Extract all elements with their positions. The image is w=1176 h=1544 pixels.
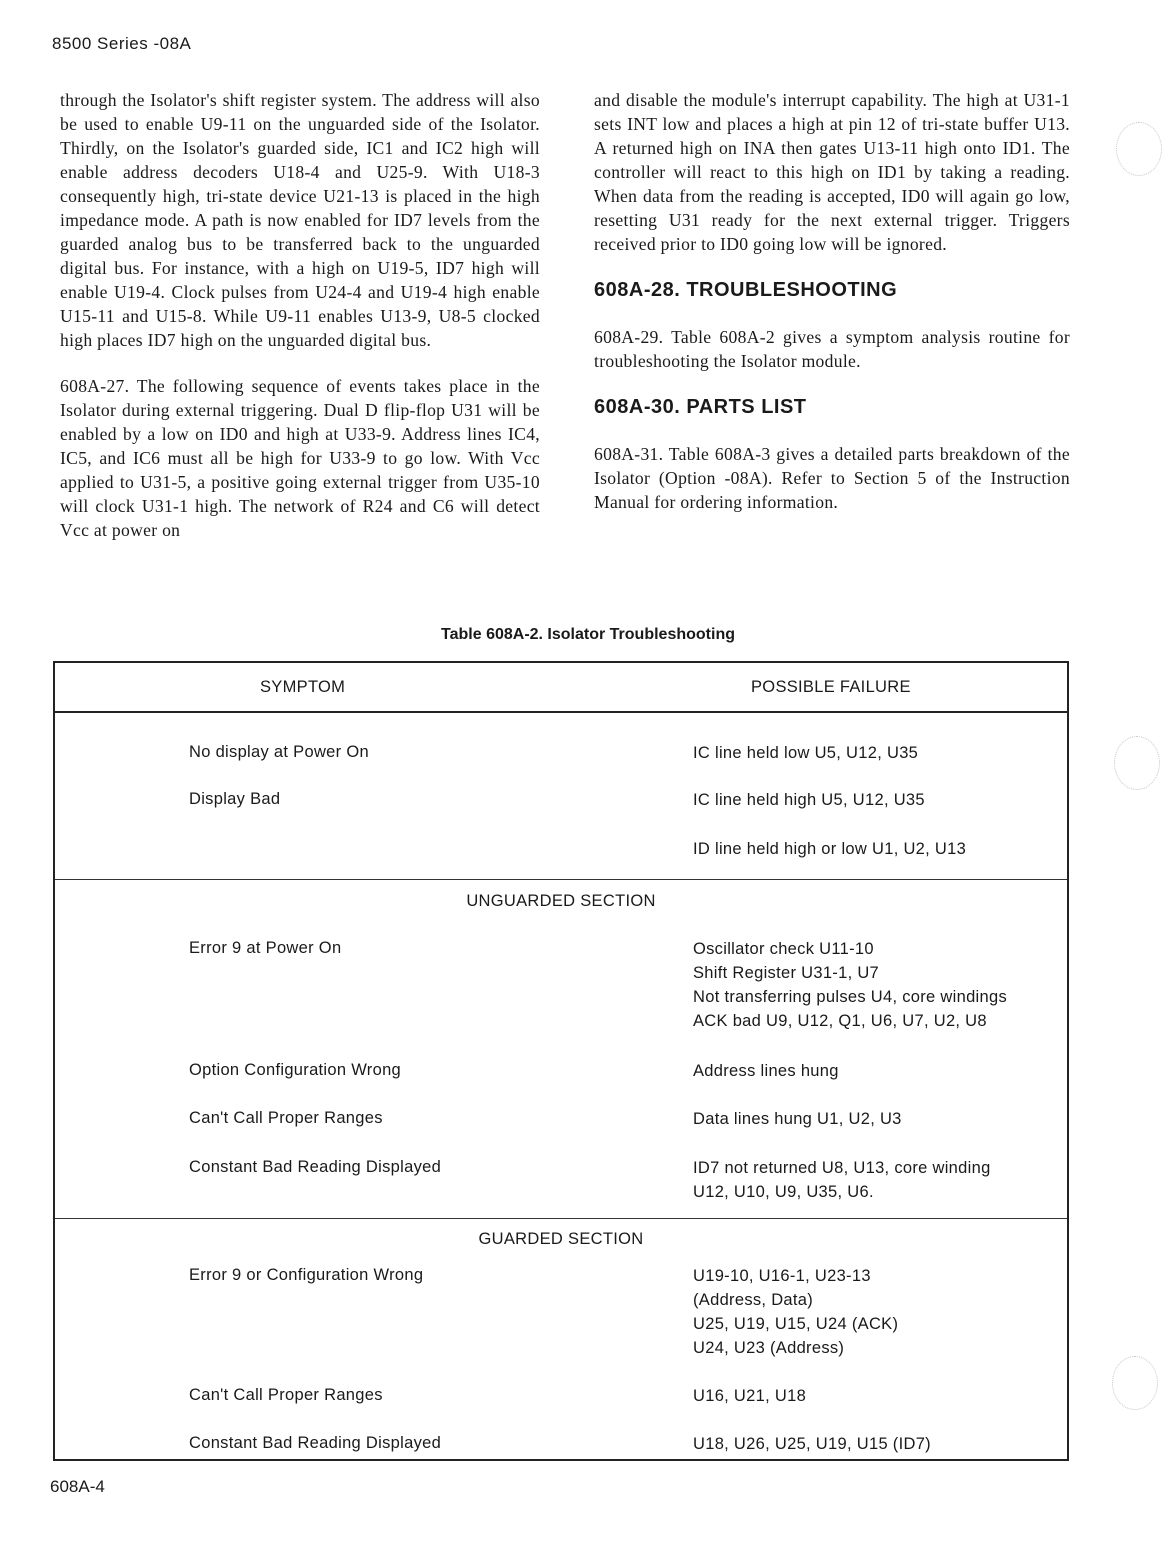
heading-troubleshooting: 608A-28. TROUBLESHOOTING: [594, 279, 898, 301]
binder-hole-2: [1114, 736, 1160, 790]
paragraph-interrupt: and disable the module's interrupt capability. The high at U31-1 sets INT low and places a high at pin 12 of tri-state buffer U13. A returned high on INA then gates U13-11 high onto ID1. The controller will react to this high on ID1 by taking a reading. When data from the reading is accepted, ID0 will again go low, resetting U31 ready for the next external trigger. Triggers received prior to ID0 going low will be ignored.: [594, 90, 1070, 254]
symptom-display-bad: Display Bad: [189, 790, 281, 808]
section-label-unguarded: UNGUARDED SECTION: [466, 892, 656, 910]
failure-error-9-power-on: [693, 937, 1007, 1033]
section-label-guarded: GUARDED SECTION: [478, 1230, 644, 1248]
symptom-error-9-power-on: Error 9 at Power On: [189, 939, 342, 957]
symptom-cant-call-ranges-guarded: Can't Call Proper Ranges: [189, 1386, 383, 1404]
symptom-constant-bad-guarded: Constant Bad Reading Displayed: [189, 1434, 442, 1452]
failure-line: ID line held high or low U1, U2, U13: [693, 840, 967, 858]
symptom-option-config-wrong: Option Configuration Wrong: [189, 1061, 402, 1079]
failure-cant-call-ranges-unguarded: [693, 1107, 902, 1131]
failure-option-config-wrong: [693, 1059, 839, 1083]
table-caption: Table 608A-2. Isolator Troubleshooting: [441, 626, 735, 643]
failure-line: ID7 not returned U8, U13, core winding: [693, 1159, 991, 1177]
failure-error-9-config: [693, 1264, 898, 1360]
troubleshooting-table: [53, 661, 1069, 1461]
failure-display-bad: [693, 788, 925, 812]
column-header-symptom: SYMPTOM: [260, 678, 346, 696]
symptom-cant-call-ranges-unguarded: Can't Call Proper Ranges: [189, 1109, 383, 1127]
failure-line: ACK bad U9, U12, Q1, U6, U7, U2, U8: [693, 1012, 987, 1030]
binder-hole-3: [1112, 1356, 1158, 1410]
separator-unguarded: [55, 879, 1067, 880]
right-column: [594, 88, 1070, 536]
failure-line: IC line held low U5, U12, U35: [693, 744, 919, 762]
table-header-row: [55, 663, 1067, 713]
failure-line: (Address, Data): [693, 1291, 814, 1309]
symptom-error-9-config: Error 9 or Configuration Wrong: [189, 1266, 424, 1284]
failure-line: U19-10, U16-1, U23-13: [693, 1267, 871, 1285]
failure-line: Shift Register U31-1, U7: [693, 964, 880, 982]
separator-guarded: [55, 1218, 1067, 1219]
left-column: [60, 88, 540, 564]
failure-constant-bad-unguarded: [693, 1156, 991, 1204]
failure-id-line: [693, 837, 966, 861]
failure-line: U25, U19, U15, U24 (ACK): [693, 1315, 899, 1333]
page-number: 608A-4: [50, 1477, 105, 1496]
failure-line: U12, U10, U9, U35, U6.: [693, 1183, 874, 1201]
paragraph-608a-27: 608A-27. The following sequence of events takes place in the Isolator during external triggering. Dual D flip-flop U31 will be enabled by a low on ID0 and high at U33-9. Address lines IC4, IC5, and IC6 must all be high for U33-9 to go low. With Vcc applied to U31-5, a positive going external trigger from U35-10 will clock U31-1 high. The network of R24 and C6 will detect Vcc at power on: [60, 376, 540, 540]
column-header-possible-failure: POSSIBLE FAILURE: [751, 678, 911, 696]
failure-line: Oscillator check U11-10: [693, 940, 874, 958]
failure-line: Not transferring pulses U4, core windings: [693, 988, 1008, 1006]
symptom-no-display: No display at Power On: [189, 743, 369, 761]
failure-cant-call-ranges-guarded: [693, 1384, 806, 1408]
paragraph-608a-31: 608A-31. Table 608A-3 gives a detailed parts breakdown of the Isolator (Option -08A). Refer to Section 5 of the Instruction Manual for ordering information.: [594, 444, 1070, 512]
failure-line: Address lines hung: [693, 1062, 839, 1080]
failure-no-display: [693, 741, 918, 765]
failure-line: U16, U21, U18: [693, 1387, 807, 1405]
failure-line: U24, U23 (Address): [693, 1339, 845, 1357]
failure-line: U18, U26, U25, U19, U15 (ID7): [693, 1435, 931, 1453]
page-header: 8500 Series -08A: [52, 34, 192, 53]
failure-line: Data lines hung U1, U2, U3: [693, 1110, 902, 1128]
paragraph-isolator-address: through the Isolator's shift register system. The address will also be used to enable U9-11 on the unguarded side of the Isolator. Thirdly, on the Isolator's guarded side, IC1 and IC2 high will enable address decoders U18-4 and U25-9. With U18-3 consequently high, tri-state device U21-13 is placed in the high impedance mode. A path is now enabled for ID7 levels from the guarded analog bus to be transferred back to the unguarded digital bus. For instance, with a high on U19-5, ID7 high will enable U19-4. Clock pulses from U24-4 and U19-4 high enable U15-11 and U15-8. While U9-11 enables U13-9, U8-5 clocked high places ID7 high on the unguarded digital bus.: [60, 90, 540, 350]
failure-line: IC line held high U5, U12, U35: [693, 791, 925, 809]
binder-hole-1: [1116, 122, 1162, 176]
heading-parts-list: 608A-30. PARTS LIST: [594, 396, 807, 418]
paragraph-608a-29: 608A-29. Table 608A-2 gives a symptom analysis routine for troubleshooting the Isolator module.: [594, 327, 1070, 371]
failure-constant-bad-guarded: [693, 1432, 931, 1456]
symptom-constant-bad-unguarded: Constant Bad Reading Displayed: [189, 1158, 442, 1176]
